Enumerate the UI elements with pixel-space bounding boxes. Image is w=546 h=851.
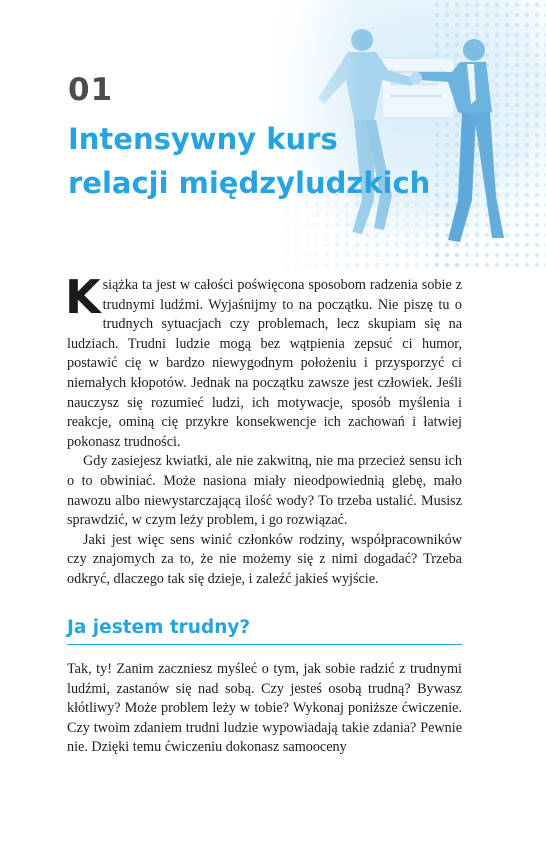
paragraph (65, 270, 462, 452)
chapter-title-line-2: relacji międzyludzkich (68, 166, 431, 200)
paragraph-text: siążka ta jest w całości poświęcona sposobom radzenia sobie z trudnymi ludźmi. Wyjaśnijmy to na początku. Nie piszę tu o trudnych sytuacjach czy problemach, lecz skupiam się na ludziach. Trudni ludzie mogą bez wątpienia zepsuć ci humor, postawić cię w bardzo niewygodnym położeniu i przysporzyć ci niemałych kłopotów. Jednak na początku zawsze jest człowiek. Jeśli nauczysz się rozumieć ludzi, ich motywacje, sposób myślenia i reakcje, ominą cię przykre konsekwencje ich zachowań i łatwiej pokonasz trudności. (67, 277, 462, 450)
paragraph: Tak, ty! Zanim zaczniesz myśleć o tym, jak sobie radzić z trudnymi ludźmi, zastanów się nad sobą. Czy jesteś osobą trudną? Bywasz kłótliwy? Może problem leży w tobie? Wykonaj poniższe ćwiczenie. Czy twoim zdaniem trudni ludzie wypowiadają takie zdania? Pewnie nie. Dzięki temu ćwiczeniu dokonasz samooceny (67, 661, 462, 756)
drop-cap: K (65, 270, 101, 324)
paragraph: Gdy zasiejesz kwiatki, ale nie zakwitną, nie ma przecież sensu ich o to obwiniać. Może nasiona miały nieodpowiednią glebę, mało nawozu albo niewystarczającą ilość wody? To trzeba ustalić. Musisz sprawdzić, w czym leży problem, i go rozwiązać. (67, 453, 462, 529)
section-heading: Ja jestem trudny? (67, 617, 462, 645)
chapter-number: 01 (68, 72, 114, 108)
chapter-title (68, 117, 488, 205)
chapter-title-line-1: Intensywny kurs (68, 122, 338, 156)
section-text (67, 660, 462, 758)
intro-text (65, 270, 462, 590)
paragraph: Jaki jest więc sens winić członków rodziny, współpracowników czy znajomych za to, że nie możemy się z nimi dogadać? Trzeba odkryć, dlaczego tak się dzieje, i zaleźć jakieś wyjście. (67, 531, 462, 587)
